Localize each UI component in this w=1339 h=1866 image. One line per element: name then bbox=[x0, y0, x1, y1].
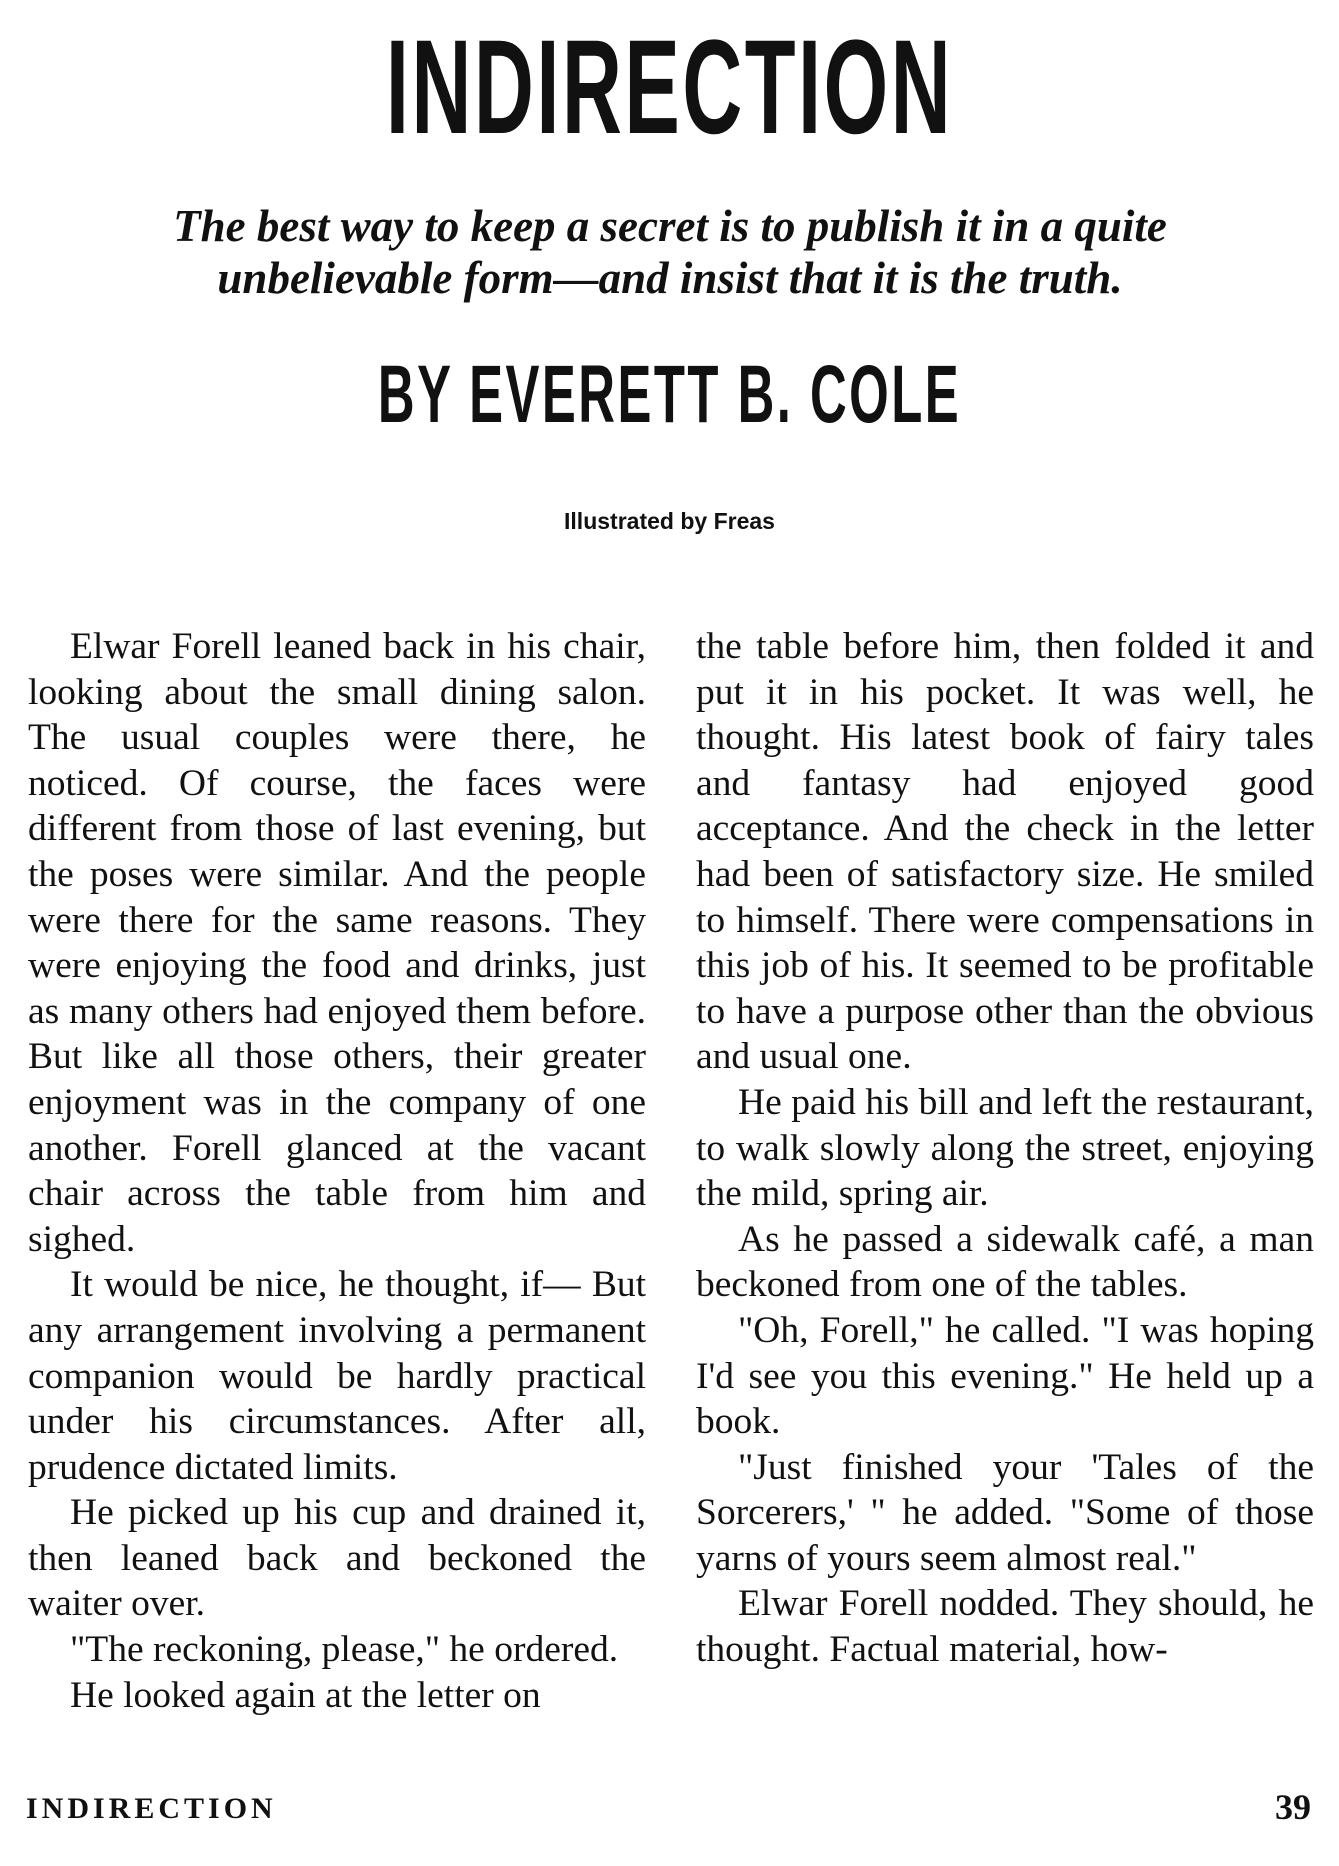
story-subtitle: The best way to keep a secret is to publish it in a quite unbelievable form—and insist that it is the truth. bbox=[173, 201, 1167, 303]
author-byline: BY EVERETT B. COLE bbox=[377, 349, 962, 440]
paragraph: Elwar Forell nodded. They should, he thought. Factual material, how- bbox=[696, 1583, 1314, 1671]
paragraph-continuation: the table before him, then folded it and put it in his pocket. It was well, he thought. His latest book of fairy tales and fantasy had enjoyed good acceptance. And the check in the letter had been of satisfactory size. He smiled to himself. There were compensations in this job of his. It seemed to be profitable to have a purpose other than the obvious and usual one. bbox=[696, 626, 1314, 1078]
paragraph: As he passed a sidewalk café, a man beckoned from one of the tables. bbox=[696, 1218, 1314, 1306]
paragraph: "The reckoning, please," he ordered. bbox=[70, 1629, 619, 1671]
left-column bbox=[28, 624, 646, 1718]
paragraph: He paid his bill and left the restaurant, to walk slowly along the street, enjoying the mild, spring air. bbox=[696, 1081, 1314, 1215]
paragraph: Elwar Forell leaned back in his chair, looking about the small dining salon. The usual couples were there, he noticed. Of course, the faces were different from those of last evening, but the poses were similar. And the people were there for the same reasons. They were enjoying the food and drinks, just as many others had enjoyed them before. But like all those others, their greater enjoyment was in the company of one another. Forell glanced at the vacant chair across the table from him and sighed. bbox=[28, 626, 646, 1260]
running-title: INDIRECTION bbox=[26, 1792, 277, 1825]
paragraph: It would be nice, he thought, if— But any arrangement involving a permanent companion would be hardly practical under his circumstances. After all, prudence dictated limits. bbox=[28, 1264, 646, 1488]
right-column bbox=[696, 624, 1314, 1673]
paragraph: He picked up his cup and drained it, then leaned back and beckoned the waiter over. bbox=[28, 1492, 646, 1625]
page-number: 39 bbox=[1275, 1787, 1311, 1827]
paragraph: "Oh, Forell," he called. "I was hoping I'd see you this evening." He held up a book. bbox=[696, 1309, 1314, 1443]
paragraph: He looked again at the letter on bbox=[70, 1674, 541, 1716]
paragraph: "Just finished your 'Tales of the Sorcerers,' " he added. "Some of those yarns of yours seem almost real." bbox=[696, 1446, 1314, 1579]
story-title: INDIRECTION bbox=[385, 13, 954, 162]
illustrator-credit: Illustrated by Freas bbox=[564, 508, 775, 534]
